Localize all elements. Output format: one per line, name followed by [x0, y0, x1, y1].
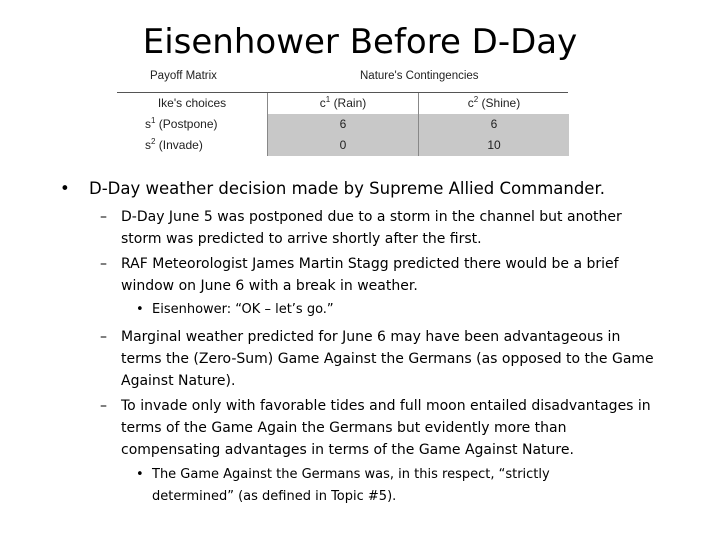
matrix-column-caption: Nature's Contingencies: [360, 70, 479, 82]
payoff-cell: 10: [418, 135, 569, 156]
header-c1: $c^1$ (Rain): [267, 93, 418, 114]
matrix-caption: Payoff Matrix: [150, 70, 217, 82]
bullet-text: Eisenhower: “OK – let’s go.”: [152, 302, 334, 317]
bullet-text: determined” (as defined in Topic #5).: [152, 489, 397, 504]
bullet-marker: •: [136, 302, 144, 317]
dash-marker: –: [100, 209, 107, 225]
bullet-text: terms the (Zero-Sum) Game Against the Germans (as opposed to the Game: [121, 351, 654, 367]
bullet-marker: •: [136, 467, 144, 482]
dash-marker: –: [100, 398, 107, 414]
row-label: $s^2$ (Invade): [117, 135, 267, 156]
row-label: $s^1$ (Postpone): [117, 114, 267, 135]
dash-marker: –: [100, 256, 107, 272]
bullet-text: compensating advantages in terms of the Game Against Nature.: [121, 442, 574, 458]
bullet-text: storm was predicted to arrive shortly after the first.: [121, 231, 482, 247]
bullet-text: D-Day weather decision made by Supreme Allied Commander.: [89, 179, 605, 198]
bullet-text: To invade only with favorable tides and full moon entailed disadvantages in: [121, 398, 651, 414]
bullet-text: RAF Meteorologist James Martin Stagg predicted there would be a brief: [121, 256, 619, 272]
payoff-cell: 6: [267, 114, 418, 135]
slide-title: Eisenhower Before D-Day: [142, 22, 578, 62]
dash-marker: –: [100, 329, 107, 345]
header-c2: $c^2$ (Shine): [418, 93, 569, 114]
bullet-text: D-Day June 5 was postponed due to a storm in the channel but another: [121, 209, 622, 225]
bullet-text: Marginal weather predicted for June 6 may have been advantageous in: [121, 329, 621, 345]
bullet-text: The Game Against the Germans was, in this respect, “strictly: [152, 467, 550, 482]
header-choices: Ike's choices: [117, 93, 267, 114]
bullet-text: terms of the Game Again the Germans but evidently more than: [121, 420, 567, 436]
bullet-text: Against Nature).: [121, 373, 236, 389]
bullet-text: window on June 6 with a break in weather.: [121, 278, 418, 294]
payoff-cell: 0: [267, 135, 418, 156]
bullet-marker: •: [60, 179, 70, 198]
payoff-cell: 6: [418, 114, 569, 135]
